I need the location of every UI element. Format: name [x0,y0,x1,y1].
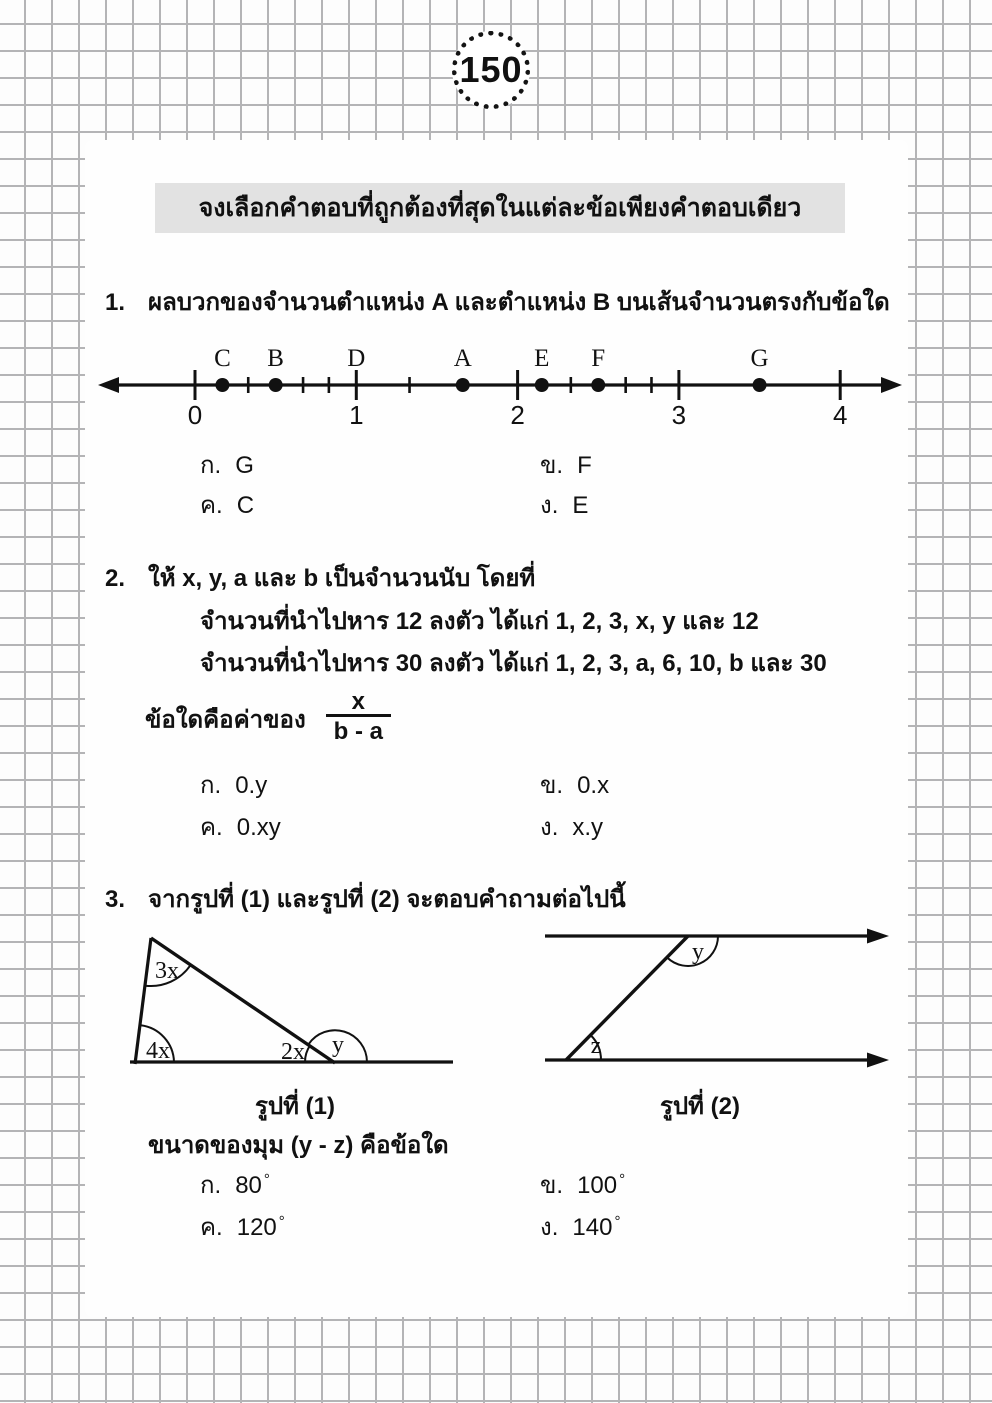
q1-choice-c [200,490,540,521]
question-2-number: 2. [105,565,126,592]
number-line-label: E [534,345,550,372]
angle-label-3x: 3x [155,958,179,984]
choice-value: F [577,452,592,479]
choice-label: ก. [200,1172,222,1199]
choice-value: C [236,492,255,519]
question-1-number: 1. [105,289,126,316]
choice-label: ข. [540,1172,564,1199]
number-line-label: 0 [187,400,203,430]
number-line-mark [98,377,119,393]
choice-label: ก. [200,452,222,479]
choice-value: 120 ° [236,1213,285,1241]
q3-choice-d [540,1212,620,1243]
question-2-ask-text: ข้อใดคือค่าของ [145,706,306,734]
figure-1-caption: รูปที่ (1) [255,1093,335,1120]
fraction-denominator: b - a [326,714,391,746]
number-line-label: D [347,345,366,372]
page-number: 150 [459,49,523,90]
question-1-text: ผลบวกของจำนวนตำแหน่ง A และตำแหน่ง B บนเส้นจำนวนตรงกับข้อใด [148,289,890,316]
number-line-label: A [453,345,472,372]
question-2-condition-2: จำนวนที่นำไปหาร 30 ลงตัว ได้แก่ 1, 2, 3, a, 6, 10, b และ 30 [200,650,827,677]
choice-value: 140 ° [572,1213,621,1241]
question-1 [105,287,905,319]
choice-value: G [235,452,254,479]
choice-value: x.y [572,814,604,841]
choice-value: 0.y [235,772,268,799]
number-line-label: F [591,345,606,372]
number-line-mark [535,378,549,392]
q2-choice-d [540,812,603,843]
number-line-figure [95,342,905,430]
question-3-text: จากรูปที่ (1) และรูปที่ (2) จะตอบคำถามต่อไปนี้ [148,886,626,913]
q1-choices-row1 [200,450,860,481]
page-number-badge [452,31,530,109]
q2-choice-c [200,812,540,843]
choice-label: ก. [200,772,222,799]
angle-label-y: y [332,1032,344,1058]
number-line-mark [753,378,767,392]
choice-label: ค. [200,1214,223,1241]
q2-choices-row1 [200,770,860,801]
q2-choices-row2 [200,812,860,843]
choice-value: E [572,492,589,519]
triangle-figure [115,928,475,1073]
q3-choice-b [540,1170,625,1201]
choice-label: ง. [540,1214,559,1241]
parallel-lines-figure [535,928,895,1073]
angle-arc-2x [305,1045,310,1062]
number-line-label: G [750,345,769,372]
number-line-mark [456,378,470,392]
choice-value: 0.xy [236,814,281,841]
q3-choices-row2 [200,1212,860,1243]
number-line-label: 2 [510,400,525,430]
degree-symbol: ° [614,1213,621,1230]
choice-label: ง. [540,814,559,841]
question-3-number: 3. [105,886,126,913]
choice-value: 0.x [577,772,610,799]
question-2 [105,563,905,595]
q3-choices-row1 [200,1170,860,1201]
question-3-ask: ขนาดของมุม (y - z) คือข้อใด [148,1132,449,1159]
q1-choice-a [200,450,540,481]
q1-choice-b [540,450,592,481]
choice-label: ข. [540,452,564,479]
top-arrow-icon [867,929,889,944]
angle-label-y: y [692,939,704,965]
bottom-arrow-icon [867,1053,889,1068]
q1-choice-d [540,490,588,521]
choice-label: ค. [200,492,223,519]
number-line-label: B [267,345,284,372]
number-line-label: 3 [671,400,687,430]
q2-choice-b [540,770,609,801]
number-line-label: 4 [832,400,848,430]
question-2-text: ให้ x, y, a และ b เป็นจำนวนนับ โดยที่ [148,565,536,592]
number-line-mark [269,378,283,392]
number-line-label: C [214,345,231,372]
degree-symbol: ° [278,1213,285,1230]
number-line-mark [591,378,605,392]
angle-label-4x: 4x [146,1038,170,1064]
figure-2-caption: รูปที่ (2) [660,1093,740,1120]
number-line-label: 1 [349,400,364,430]
fraction-numerator: x [351,688,366,715]
q3-choice-c [200,1212,540,1243]
question-3 [105,884,905,916]
choice-label: ค. [200,814,223,841]
choice-label: ง. [540,492,559,519]
transversal-line [566,936,688,1060]
choice-value: 80 ° [235,1171,270,1199]
degree-symbol: ° [263,1171,270,1188]
degree-symbol: ° [619,1171,626,1188]
instruction-banner [155,183,845,233]
instruction-text: จงเลือกคำตอบที่ถูกต้องที่สุดในแต่ละข้อเพียงคำตอบเดียว [198,194,802,222]
angle-label-z: z [590,1033,602,1059]
q3-choice-a [200,1170,540,1201]
q2-choice-a [200,770,540,801]
choice-value: 100 ° [577,1171,626,1199]
number-line-mark [215,378,229,392]
fraction [326,689,391,746]
number-line-mark [881,377,902,393]
question-2-condition-1: จำนวนที่นำไปหาร 12 ลงตัว ได้แก่ 1, 2, 3, x, y และ 12 [200,608,759,635]
question-2-ask [145,688,391,750]
choice-label: ข. [540,772,564,799]
hypotenuse [151,938,335,1063]
q1-choices-row2 [200,490,860,521]
angle-label-2x: 2x [281,1039,305,1065]
